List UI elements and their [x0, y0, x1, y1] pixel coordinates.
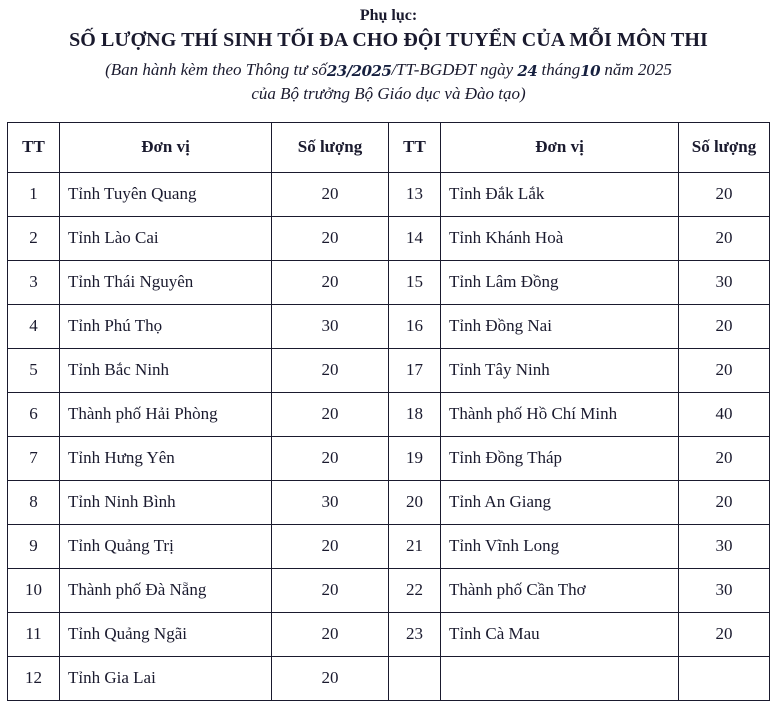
- cell-qty-left: 20: [272, 656, 389, 700]
- column-header-unit-right: Đơn vị: [441, 122, 679, 172]
- cell-tt-right-empty: [389, 656, 441, 700]
- cell-qty-right: 30: [679, 260, 770, 304]
- cell-unit-right: Tỉnh Đắk Lắk: [441, 172, 679, 216]
- cell-qty-left: 20: [272, 612, 389, 656]
- issue-line-prefix: (Ban hành kèm theo Thông tư số: [105, 60, 327, 79]
- appendix-label: Phụ lục:: [359, 7, 418, 24]
- cell-qty-left: 20: [272, 260, 389, 304]
- table-row: [8, 612, 770, 656]
- cell-qty-right: 20: [679, 480, 770, 524]
- cell-tt-left: 10: [8, 568, 60, 612]
- cell-qty-left: 20: [272, 436, 389, 480]
- cell-unit-right: Tỉnh Đồng Tháp: [441, 436, 679, 480]
- cell-unit-left: Tỉnh Tuyên Quang: [60, 172, 272, 216]
- cell-unit-left: Tỉnh Gia Lai: [60, 656, 272, 700]
- table-row: [8, 172, 770, 216]
- cell-tt-right: 14: [389, 216, 441, 260]
- cell-tt-left: 8: [8, 480, 60, 524]
- cell-tt-left: 3: [8, 260, 60, 304]
- page-title: SỐ LƯỢNG THÍ SINH TỐI ĐA CHO ĐỘI TUYỂN CỦA MỖI MÔN THI: [69, 29, 708, 51]
- table-row: [8, 524, 770, 568]
- cell-unit-left: Thành phố Đà Nẵng: [60, 568, 272, 612]
- cell-unit-right: Tỉnh Cà Mau: [441, 612, 679, 656]
- table-row: [8, 392, 770, 436]
- cell-unit-right-empty: [441, 656, 679, 700]
- column-header-tt-right: TT: [389, 122, 441, 172]
- cell-unit-right: Tỉnh Lâm Đồng: [441, 260, 679, 304]
- cell-tt-left: 5: [8, 348, 60, 392]
- cell-qty-left: 20: [272, 568, 389, 612]
- cell-unit-left: Tỉnh Hưng Yên: [60, 436, 272, 480]
- cell-qty-left: 20: [272, 392, 389, 436]
- cell-qty-left: 20: [272, 172, 389, 216]
- cell-qty-right: 30: [679, 568, 770, 612]
- cell-tt-left: 2: [8, 216, 60, 260]
- cell-unit-right: Thành phố Hồ Chí Minh: [441, 392, 679, 436]
- issue-month: 10: [580, 62, 601, 80]
- cell-unit-right: Tỉnh Tây Ninh: [441, 348, 679, 392]
- column-header-unit-left: Đơn vị: [60, 122, 272, 172]
- cell-tt-left: 1: [8, 172, 60, 216]
- cell-qty-right: 30: [679, 524, 770, 568]
- cell-tt-right: 16: [389, 304, 441, 348]
- table-row: [8, 436, 770, 480]
- cell-unit-right: Tỉnh Khánh Hoà: [441, 216, 679, 260]
- cell-unit-right: Tỉnh Đồng Nai: [441, 304, 679, 348]
- issue-day: 24: [517, 62, 538, 80]
- column-header-tt-left: TT: [8, 122, 60, 172]
- cell-unit-left: Thành phố Hải Phòng: [60, 392, 272, 436]
- cell-unit-right: Tỉnh An Giang: [441, 480, 679, 524]
- cell-tt-right: 18: [389, 392, 441, 436]
- table-body: [8, 172, 770, 700]
- cell-tt-right: 17: [389, 348, 441, 392]
- table-row: [8, 568, 770, 612]
- candidate-quota-table: [7, 122, 770, 701]
- cell-unit-left: Tỉnh Thái Nguyên: [60, 260, 272, 304]
- cell-qty-right: 20: [679, 436, 770, 480]
- cell-qty-right: 20: [679, 304, 770, 348]
- table-row: [8, 304, 770, 348]
- issue-line-year: năm 2025: [604, 60, 672, 79]
- cell-tt-right: 15: [389, 260, 441, 304]
- cell-tt-left: 11: [8, 612, 60, 656]
- column-header-qty-left: Số lượng: [272, 122, 389, 172]
- cell-qty-left: 30: [272, 480, 389, 524]
- issue-line-mid: /TT-BGDĐT ngày: [391, 60, 514, 79]
- cell-unit-right: Thành phố Cần Thơ: [441, 568, 679, 612]
- cell-unit-right: Tỉnh Vĩnh Long: [441, 524, 679, 568]
- table-row: [8, 260, 770, 304]
- table-row: [8, 656, 770, 700]
- cell-qty-right: 20: [679, 612, 770, 656]
- cell-tt-left: 7: [8, 436, 60, 480]
- cell-qty-right: 40: [679, 392, 770, 436]
- cell-tt-right: 20: [389, 480, 441, 524]
- cell-qty-right: 20: [679, 216, 770, 260]
- table-header: [8, 122, 770, 172]
- cell-tt-left: 4: [8, 304, 60, 348]
- cell-tt-left: 12: [8, 656, 60, 700]
- cell-unit-left: Tỉnh Ninh Bình: [60, 480, 272, 524]
- issue-number: 23/2025: [326, 62, 392, 80]
- table-header-row: [8, 122, 770, 172]
- cell-unit-left: Tỉnh Quảng Trị: [60, 524, 272, 568]
- cell-tt-right: 21: [389, 524, 441, 568]
- cell-qty-left: 20: [272, 524, 389, 568]
- cell-tt-right: 23: [389, 612, 441, 656]
- issue-line: [10, 59, 767, 82]
- issue-line-month: tháng: [541, 60, 581, 79]
- cell-unit-left: Tỉnh Quảng Ngãi: [60, 612, 272, 656]
- table-row: [8, 348, 770, 392]
- document-header: [0, 6, 777, 106]
- cell-qty-left: 20: [272, 216, 389, 260]
- cell-unit-left: Tỉnh Phú Thọ: [60, 304, 272, 348]
- column-header-qty-right: Số lượng: [679, 122, 770, 172]
- table-row: [8, 216, 770, 260]
- cell-qty-left: 20: [272, 348, 389, 392]
- table-row: [8, 480, 770, 524]
- issue-line-second: của Bộ trưởng Bộ Giáo dục và Đào tạo): [251, 83, 526, 103]
- cell-tt-left: 9: [8, 524, 60, 568]
- cell-unit-left: Tỉnh Bắc Ninh: [60, 348, 272, 392]
- cell-qty-right-empty: [679, 656, 770, 700]
- cell-tt-right: 13: [389, 172, 441, 216]
- cell-qty-right: 20: [679, 348, 770, 392]
- cell-tt-left: 6: [8, 392, 60, 436]
- cell-qty-left: 30: [272, 304, 389, 348]
- cell-tt-right: 22: [389, 568, 441, 612]
- cell-unit-left: Tỉnh Lào Cai: [60, 216, 272, 260]
- cell-tt-right: 19: [389, 436, 441, 480]
- cell-qty-right: 20: [679, 172, 770, 216]
